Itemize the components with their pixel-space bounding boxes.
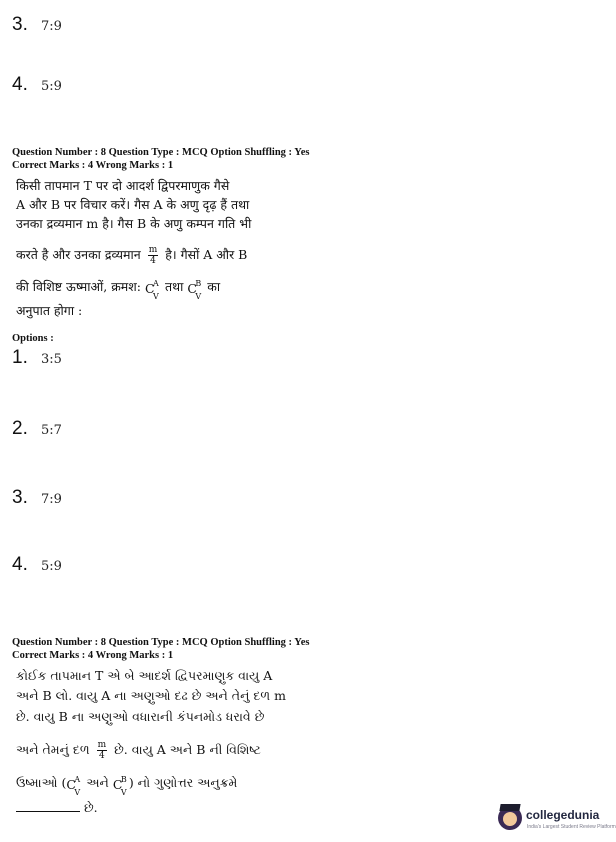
gujarati-line-5-text-b: ) નો ગુણોત્તર અનુક્રમે xyxy=(128,775,238,790)
fraction-denominator: 4 xyxy=(150,256,156,266)
hindi-question-line-3: उनका द्रव्यमान m है। गैस B के अणु कम्पन गति भी xyxy=(16,216,252,231)
option-4-top xyxy=(12,74,62,96)
hindi-question-line-6: अनुपात होगा : xyxy=(16,303,83,318)
option-value: 7:9 xyxy=(40,492,62,507)
mass-fraction xyxy=(97,740,108,761)
hindi-question-line-1: किसी तापमान T पर दो आदर्श द्विपरमाणुक गैसे xyxy=(16,178,230,193)
logo-name: collegedunia xyxy=(526,808,600,822)
gujarati-question-line-3: છે. વાયુ B ના અણુઓ વધારાની કંપનમોડ ધરાવે છે xyxy=(16,709,265,724)
gujarati-question-line-6 xyxy=(16,800,98,815)
gujarati-question-line-5 xyxy=(16,774,238,797)
gujarati-line-4-text-a: અને તેમનું દળ xyxy=(16,742,90,757)
question-meta-line-2: Correct Marks : 4 Wrong Marks : 1 xyxy=(12,160,174,171)
hindi-line-4-text-a: करते है और उनका द्रव्यमान xyxy=(16,247,141,262)
gujarati-line-4-text-b: છે. વાયુ A અને B ની વિશિષ્ટ xyxy=(114,742,261,757)
hindi-line-5-text-b: का xyxy=(207,279,221,294)
option-value: 5:9 xyxy=(40,559,62,574)
cv-b-symbol: C B V xyxy=(187,278,202,301)
option-2 xyxy=(12,418,62,440)
hindi-line-4-text-b: है। गैसों A और B xyxy=(165,247,248,262)
answer-blank xyxy=(16,811,80,812)
fraction-numerator: m xyxy=(148,245,158,255)
option-number: 3. xyxy=(12,487,28,508)
option-1 xyxy=(12,347,62,369)
logo-tagline: India's Largest Student Review Platform xyxy=(527,824,616,830)
options-label: Options : xyxy=(12,333,54,344)
option-3-top xyxy=(12,14,62,36)
gujarati-question-line-2: અને B લો. વાયુ A ના અણુઓ દઢ છે અને તેનું દળ m xyxy=(16,688,286,703)
gujarati-question-line-4 xyxy=(16,740,261,761)
gujarati-line-5-mid: અને xyxy=(86,775,109,790)
cv-b-symbol: C B V xyxy=(112,774,127,797)
fraction-denominator: 4 xyxy=(99,751,105,761)
logo-cap-icon xyxy=(499,804,520,811)
logo-face-icon xyxy=(503,812,517,826)
hindi-line-5-mid: तथा xyxy=(164,279,184,294)
hindi-question-line-4 xyxy=(16,245,247,266)
hindi-question-line-5 xyxy=(16,278,221,301)
cv-a-symbol: C A V xyxy=(144,278,159,301)
question-meta-line-1: Question Number : 8 Question Type : MCQ Option Shuffling : Yes xyxy=(12,637,310,648)
option-value: 3:5 xyxy=(40,352,62,367)
option-number: 4. xyxy=(12,74,28,95)
gujarati-line-5-text-a: ઉષ્માઓ ( xyxy=(16,775,67,790)
option-3 xyxy=(12,487,62,509)
option-number: 2. xyxy=(12,418,28,439)
question-meta-line-1: Question Number : 8 Question Type : MCQ Option Shuffling : Yes xyxy=(12,147,310,158)
collegedunia-logo xyxy=(496,802,616,836)
gujarati-question-line-1: કોઈક તાપમાન T એ બે આદર્શ દ્વિપરમાણુક વાયુ A xyxy=(16,668,273,683)
gujarati-line-6-text: છે. xyxy=(83,800,98,815)
option-number: 3. xyxy=(12,14,28,35)
option-value: 5:9 xyxy=(40,79,62,94)
option-4 xyxy=(12,554,62,576)
option-value: 5:7 xyxy=(40,423,62,438)
mass-fraction xyxy=(148,245,159,266)
hindi-question-line-2: A और B पर विचार करें। गैस A के अणु दृढ़ हैं तथा xyxy=(16,197,250,212)
question-meta-gujarati xyxy=(12,636,309,662)
option-number: 4. xyxy=(12,554,28,575)
option-number: 1. xyxy=(12,347,28,368)
hindi-line-5-text-a: की विशिष्ट ऊष्माओं, क्रमश: xyxy=(16,279,141,294)
fraction-numerator: m xyxy=(97,740,107,750)
question-meta-hindi xyxy=(12,146,309,172)
option-value: 7:9 xyxy=(40,19,62,34)
question-meta-line-2: Correct Marks : 4 Wrong Marks : 1 xyxy=(12,650,174,661)
cv-a-symbol: C A V xyxy=(66,774,81,797)
